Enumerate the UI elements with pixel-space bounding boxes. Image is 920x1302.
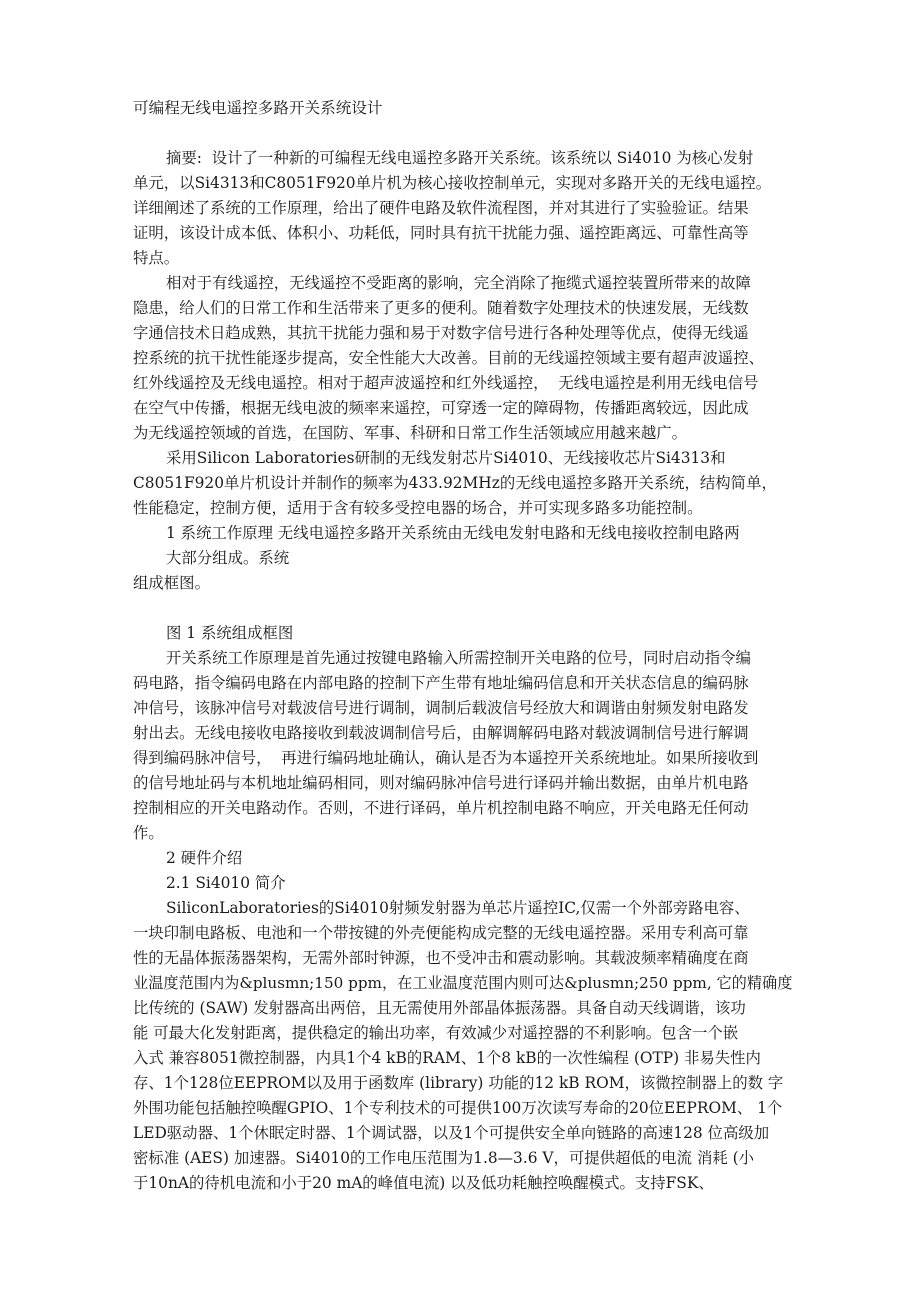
paragraph-line: 的信号地址码与本机地址编码相同，则对编码脉冲信号进行译码并输出数据，由单片机电路 bbox=[133, 774, 749, 792]
paragraph-line: 隐患，给人们的日常工作和生活带来了更多的便利。随着数字处理技术的快速发展，无线数 bbox=[133, 299, 749, 317]
document-title: 可编程无线电遥控多路开关系统设计 bbox=[133, 99, 383, 117]
paragraph-line: 字通信技术日趋成熟，其抗干扰能力强和易于对数字信号进行各种处理等优点，使得无线遥 bbox=[133, 324, 749, 342]
paragraph-line: 详细阐述了系统的工作原理，给出了硬件电路及软件流程图，并对其进行了实验验证。结果 bbox=[133, 199, 749, 217]
paragraph-line: 在空气中传播，根据无线电波的频率来遥控，可穿透一定的障碍物，传播距离较远，因此成 bbox=[133, 399, 749, 417]
paragraph-line: 作。 bbox=[133, 824, 164, 842]
paragraph-line: 采用Silicon Laboratories研制的无线发射芯片Si4010、无线接收芯片Si4313和 bbox=[166, 449, 726, 467]
paragraph-line: 特点。 bbox=[133, 249, 180, 267]
paragraph-line: 大部分组成。系统 bbox=[166, 549, 290, 567]
paragraph-line: 比传统的 (SAW) 发射器高出两倍，且无需使用外部晶体振荡器。具备自动天线调谐，该功 bbox=[133, 999, 746, 1017]
paragraph-line: 性的无晶体振荡器架构，无需外部时钟源，也不受冲击和震动影响。其载波频率精确度在商 bbox=[133, 949, 749, 967]
paragraph-line: SiliconLaboratories的Si4010射频发射器为单芯片遥控IC,仅需一个外部旁路电容、 bbox=[166, 899, 750, 917]
paragraph-line: 外围功能包括触控唤醒GPIO、1个专利技术的可提供100万次读写寿命的20位EEPROM、 1个 bbox=[133, 1099, 783, 1117]
paragraph-line: 于10nA的待机电流和小于20 mA的峰值电流) 以及低功耗触控唤醒模式。支持FSK、 bbox=[133, 1174, 714, 1192]
paragraph-line: 业温度范围内为&plusmn;150 ppm，在工业温度范围内则可达&plusmn;250 ppm, 它的精确度 bbox=[133, 974, 793, 992]
paragraph-line: 单元，以Si4313和C8051F920单片机为核心接收控制单元，实现对多路开关的无线电遥控。 bbox=[133, 174, 772, 192]
figure-caption: 图 1 系统组成框图 bbox=[166, 624, 294, 642]
subsection-heading: 2.1 Si4010 简介 bbox=[166, 874, 286, 892]
paragraph-line: 组成框图。 bbox=[133, 574, 210, 592]
paragraph-line: 摘要: 设计了一种新的可编程无线电遥控多路开关系统。该系统以 Si4010 为核心发射 bbox=[166, 149, 754, 167]
paragraph-line: 相对于有线遥控，无线遥控不受距离的影响，完全消除了拖缆式遥控装置所带来的故障 bbox=[166, 274, 751, 292]
section-heading-line: 1 系统工作原理 无线电遥控多路开关系统由无线电发射电路和无线电接收控制电路两 bbox=[166, 524, 740, 542]
paragraph-line: 入式 兼容8051微控制器，内具1个4 kB的RAM、1个8 kB的一次性编程 (OTP) 非易失性内 bbox=[133, 1049, 761, 1067]
paragraph-line: 开关系统工作原理是首先通过按键电路输入所需控制开关电路的位号，同时启动指令编 bbox=[166, 649, 751, 667]
paragraph-line: 冲信号，该脉冲信号对载波信号进行调制，调制后载波信号经放大和调谐由射频发射电路发 bbox=[133, 699, 749, 717]
section-heading: 2 硬件介绍 bbox=[166, 849, 243, 867]
paragraph-line: 红外线遥控及无线电遥控。相对于超声波遥控和红外线遥控， 无线电遥控是利用无线电信号 bbox=[133, 374, 759, 392]
paragraph-line: 控制相应的开关电路动作。否则，不进行译码，单片机控制电路不响应，开关电路无任何动 bbox=[133, 799, 749, 817]
paragraph-line: 控系统的抗干扰性能逐步提高，安全性能大大改善。目前的无线遥控领域主要有超声波遥控、 bbox=[133, 349, 765, 367]
paragraph-line: 能 可最大化发射距离，提供稳定的输出功率，有效减少对遥控器的不利影响。包含一个嵌 bbox=[133, 1024, 739, 1042]
paragraph-line: 一块印制电路板、电池和一个带按键的外壳便能构成完整的无线电遥控器。采用专利高可靠 bbox=[133, 924, 749, 942]
paragraph-line: 存、1个128位EEPROM以及用于函数库 (library) 功能的12 kB ROM，该微控制器上的数 字 bbox=[133, 1074, 784, 1092]
paragraph-line: 证明，该设计成本低、体积小、功耗低，同时具有抗干扰能力强、遥控距离远、可靠性高等 bbox=[133, 224, 749, 242]
paragraph-line: 性能稳定，控制方便，适用于含有较多受控电器的场合，并可实现多路多功能控制。 bbox=[133, 499, 703, 517]
paragraph-line: 得到编码脉冲信号， 再进行编码地址确认，确认是否为本遥控开关系统地址。如果所接收到 bbox=[133, 749, 759, 767]
paragraph-line: LED驱动器、1个休眠定时器、1个调试器，以及1个可提供安全单向链路的高速128 位高级加 bbox=[133, 1124, 770, 1142]
paragraph-line: 码电路，指令编码电路在内部电路的控制下产生带有地址编码信息和开关状态信息的编码脉 bbox=[133, 674, 749, 692]
paragraph-line: 射出去。无线电接收电路接收到载波调制信号后，由解调解码电路对载波调制信号进行解调 bbox=[133, 724, 749, 742]
paragraph-line: 密标准 (AES) 加速器。Si4010的工作电压范围为1.8—3.6 V，可提供超低的电流 消耗 (小 bbox=[133, 1149, 755, 1167]
paragraph-line: C8051F920单片机设计并制作的频率为433.92MHz的无线电遥控多路开关系统，结构简单， bbox=[133, 474, 777, 492]
paragraph-line: 为无线遥控领域的首选，在国防、军事、科研和日常工作生活领域应用越来越广。 bbox=[133, 424, 688, 442]
